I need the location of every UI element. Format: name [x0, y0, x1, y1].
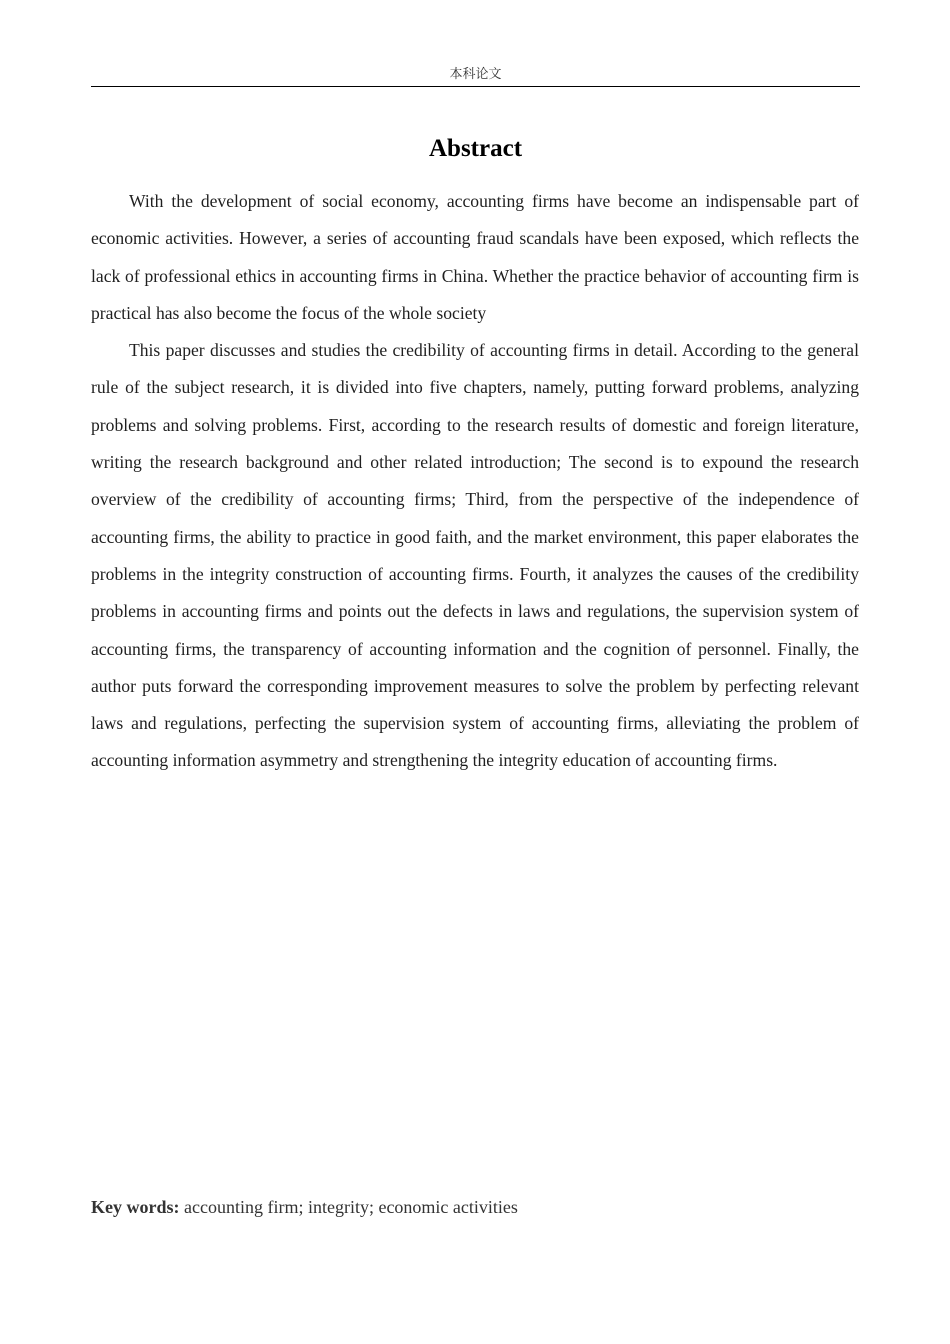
abstract-title: Abstract [428, 135, 523, 162]
abstract-paragraph-1: With the development of social economy, accounting firms have become an indispensable part of economic activities. However, a series of accounting fraud scandals have been exposed, which reflects the lack of professional ethics in accounting firms in China. Whether the practice behavior of accounting firm is practical has also become the focus of the whole society [91, 191, 859, 323]
keywords-label: Key words: [91, 1197, 180, 1217]
keywords-line [91, 1192, 860, 1222]
abstract-paragraph-2: This paper discusses and studies the credibility of accounting firms in detail. According to the general rule of the subject research, it is divided into five chapters, namely, putting forward problems, analyzing problems and solving problems. First, according to the research results of domestic and foreign literature, writing the research background and other related introduction; The second is to expound the research overview of the credibility of accounting firms; Third, from the perspective of the independence of accounting firms, the ability to practice in good faith, and the market environment, this paper elaborates the problems in the integrity construction of accounting firms. Fourth, it analyzes the causes of the credibility problems in accounting firms and points out the defects in laws and regulations, the supervision system of accounting firms, the transparency of accounting information and the cognition of personnel. Finally, the author puts forward the corresponding improvement measures to solve the problem by perfecting relevant laws and regulations, perfecting the supervision system of accounting firms, alleviating the problem of accounting information asymmetry and strengthening the integrity education of accounting firms. [91, 340, 859, 771]
keywords-value: accounting firm; integrity; economic activities [184, 1197, 518, 1217]
running-header: 本科论文 [449, 67, 502, 82]
header-rule [91, 86, 860, 87]
abstract-body [91, 183, 859, 780]
